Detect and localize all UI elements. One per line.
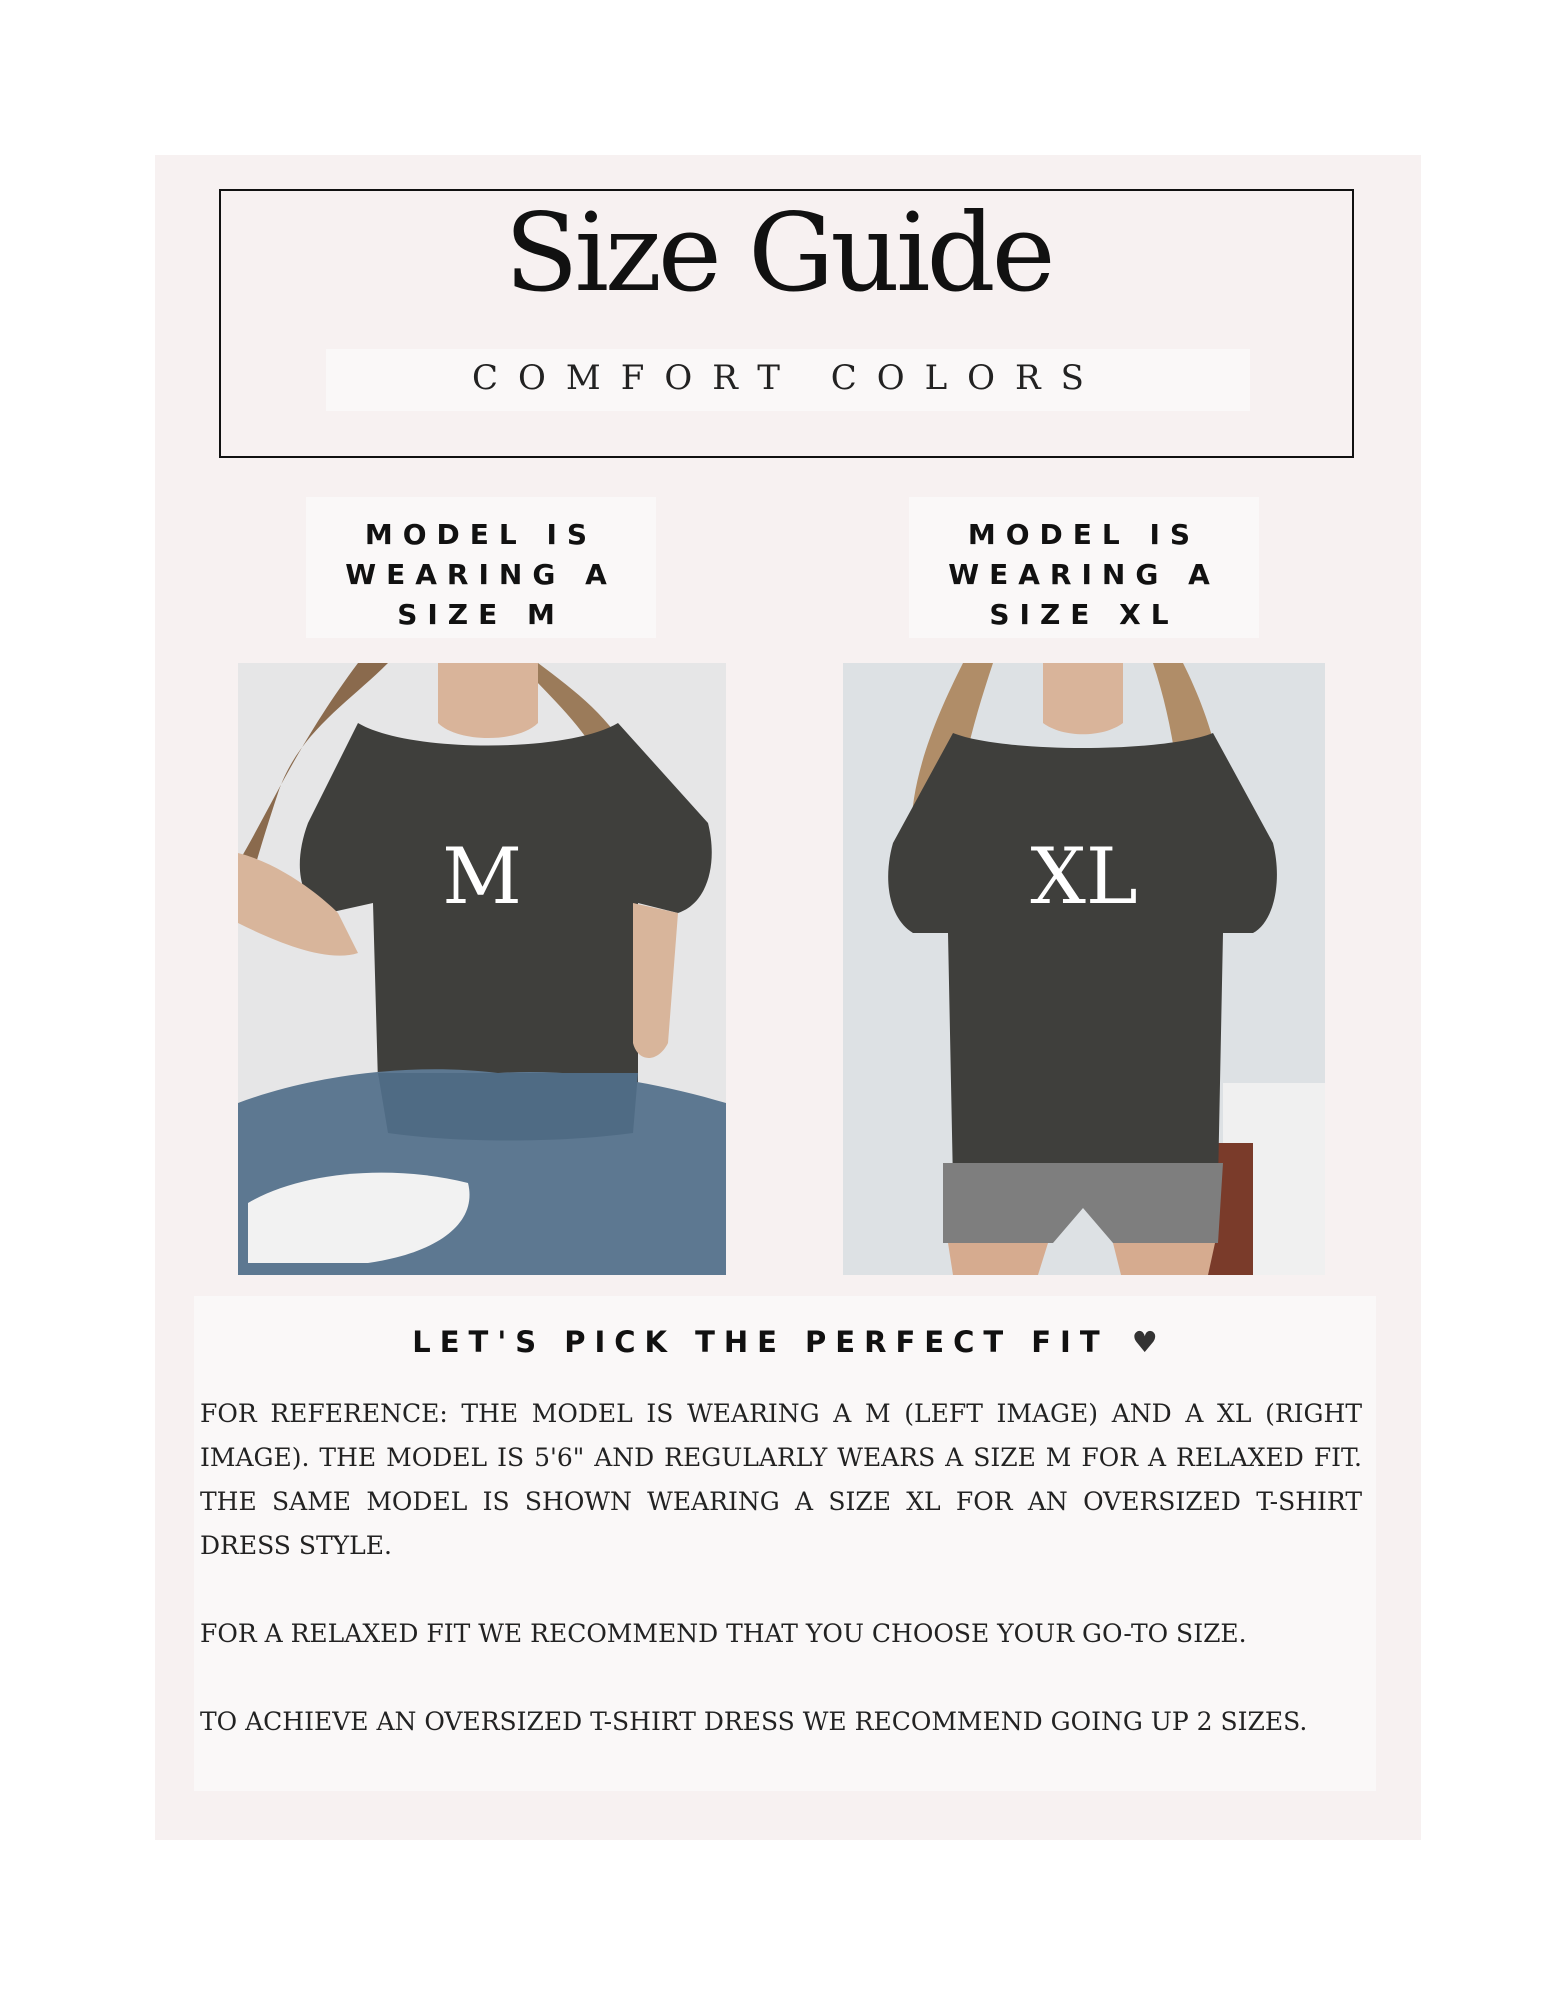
fit-paragraph: FOR REFERENCE: THE MODEL IS WEARING A M (LEFT IMAGE) AND A XL (RIGHT IMAGE). THE MODEL IS 5'6" AND REGULARLY WEARS A SIZE M FOR A RELAXED FIT. THE SAME MODEL IS SHOWN WEARING A SIZE XL FOR AN OVERSIZED T-SHIRT DRESS STYLE.	[200, 1399, 1362, 1560]
model-label-xl	[909, 497, 1259, 638]
fit-paragraph: FOR A RELAXED FIT WE RECOMMEND THAT YOU CHOOSE YOUR GO-TO SIZE.	[200, 1619, 1247, 1648]
model-photo-xl	[843, 663, 1325, 1275]
page-title: Size Guide	[504, 191, 1052, 316]
model-label-line: WEARING A	[345, 558, 617, 591]
model-photo-medium	[238, 663, 726, 1275]
fit-paragraph: TO ACHIEVE AN OVERSIZED T-SHIRT DRESS WE RECOMMEND GOING UP 2 SIZES.	[200, 1707, 1308, 1736]
model-xl-illustration	[843, 663, 1325, 1275]
fit-heading	[194, 1322, 1376, 1362]
model-medium-illustration	[238, 663, 726, 1275]
model-label-line: SIZE M	[397, 598, 565, 631]
heart-icon: ♥	[1131, 1325, 1158, 1359]
model-label-line: SIZE XL	[989, 598, 1179, 631]
fit-heading-text: LET'S PICK THE PERFECT FIT	[412, 1325, 1109, 1359]
model-label-line: MODEL IS	[967, 518, 1201, 551]
brand-subtitle: COMFORT COLORS	[472, 358, 1104, 398]
size-mark-m: M	[442, 832, 522, 922]
size-mark-xl: XL	[1030, 832, 1138, 922]
model-label-line: WEARING A	[948, 558, 1220, 591]
model-label-medium	[306, 497, 656, 638]
model-label-line: MODEL IS	[364, 518, 598, 551]
